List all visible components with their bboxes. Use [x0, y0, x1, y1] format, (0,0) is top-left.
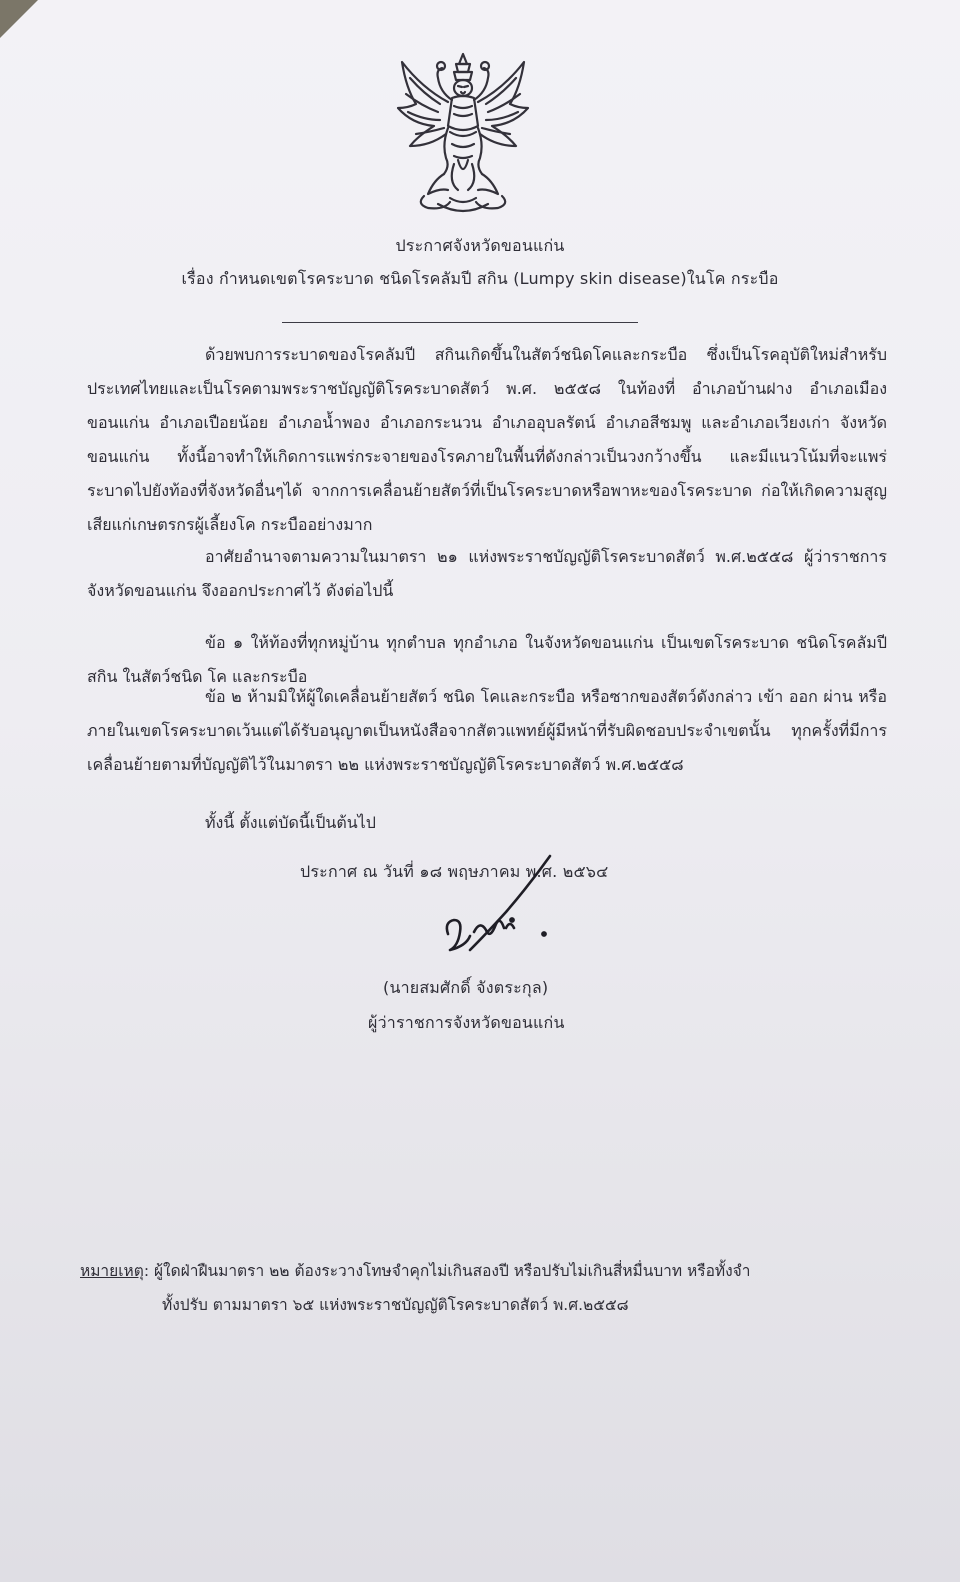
body-paragraph-preamble: ด้วยพบการระบาดของโรคลัมปี สกินเกิดขึ้นในสัตว์ชนิดโคและกระบือ ซึ่งเป็นโรคอุบัติใหม่สำหรับประเทศไทยและเป็นโรคตามพระราชบัญญัติโรคระบาดสัตว์ พ.ศ. ๒๕๕๘ ในท้องที่ อำเภอบ้านฝาง อำเภอเมืองขอนแก่น อำเภอเปือยน้อย อำเภอน้ำพอง อำเภอกระนวน อำเภออุบลรัตน์ อำเภอสีชมพู และอำเภอเวียงเก่า จังหวัดขอนแก่น ทั้งนี้อาจทำให้เกิดการแพร่กระจายของโรคภายในพื้นที่ดังกล่าวเป็นวงกว้างขึ้น และมีแนวโน้มที่จะแพร่ระบาดไปยังท้องที่จังหวัดอื่นๆได้ จากการเคลื่อนย้ายสัตว์ที่เป็นโรคระบาดหรือพาหะของโรคระบาด ก่อให้เกิดความสูญเสียแก่เกษตรกรผู้เลี้ยงโค กระบืออย่างมาก	[87, 345, 888, 534]
signer-title: ผู้ว่าราชการจังหวัดขอนแก่น	[368, 1013, 565, 1032]
background-corner	[0, 0, 38, 38]
body-paragraph-clause-1: ข้อ ๑ ให้ท้องที่ทุกหมู่บ้าน ทุกตำบล ทุกอำเภอ ในจังหวัดขอนแก่น เป็นเขตโรคระบาด ชนิดโรคลัมปี สกิน ในสัตว์ชนิด โค และกระบือ	[87, 633, 887, 686]
garuda-emblem-icon	[388, 48, 538, 214]
body-paragraph-authority: อาศัยอำนาจตามความในมาตรา ๒๑ แห่งพระราชบัญญัติโรคระบาดสัตว์ พ.ศ.๒๕๕๘ ผู้ว่าราชการจังหวัดขอนแก่น จึงออกประกาศไว้ ดังต่อไปนี้	[87, 547, 887, 600]
footnote-label: หมายเหตุ	[80, 1262, 144, 1280]
announcement-subject: เรื่อง กำหนดเขตโรคระบาด ชนิดโรคลัมปี สกิน (Lumpy skin disease)ในโค กระบือ	[181, 269, 779, 288]
title-divider	[282, 322, 638, 323]
footnote-line-1: : ผู้ใดฝ่าฝืนมาตรา ๒๒ ต้องระวางโทษจำคุกไม่เกินสองปี หรือปรับไม่เกินสี่หมื่นบาท หรือทั้งจำ	[143, 1262, 751, 1280]
signer-name: (นายสมศักดิ์ จังตระกุล)	[383, 978, 549, 997]
body-paragraph-effective: ทั้งนี้ ตั้งแต่บัดนี้เป็นต้นไป	[205, 813, 376, 832]
footnote	[80, 1254, 900, 1322]
footnote-line-2: ทั้งปรับ ตามมาตรา ๖๕ แห่งพระราชบัญญัติโรคระบาดสัตว์ พ.ศ.๒๕๕๘	[162, 1296, 629, 1314]
body-paragraph-clause-2: ข้อ ๒ ห้ามมิให้ผู้ใดเคลื่อนย้ายสัตว์ ชนิด โคและกระบือ หรือซากของสัตว์ดังกล่าว เข้า ออก ผ่าน หรือภายในเขตโรคระบาดเว้นแต่ได้รับอนุญาตเป็นหนังสือจากสัตวแพทย์ผู้มีหน้าที่รับผิดชอบประจำเขตนั้น ทุกครั้งที่มีการเคลื่อนย้ายตามที่บัญญัติไว้ในมาตรา ๒๒ แห่งพระราชบัญญัติโรคระบาดสัตว์ พ.ศ.๒๕๕๘	[87, 687, 887, 774]
handwritten-signature	[440, 850, 570, 962]
issue-date: ประกาศ ณ วันที่ ๑๘ พฤษภาคม พ.ศ. ๒๕๖๔	[300, 862, 609, 881]
announcement-issuer-heading: ประกาศจังหวัดขอนแก่น	[395, 236, 565, 255]
